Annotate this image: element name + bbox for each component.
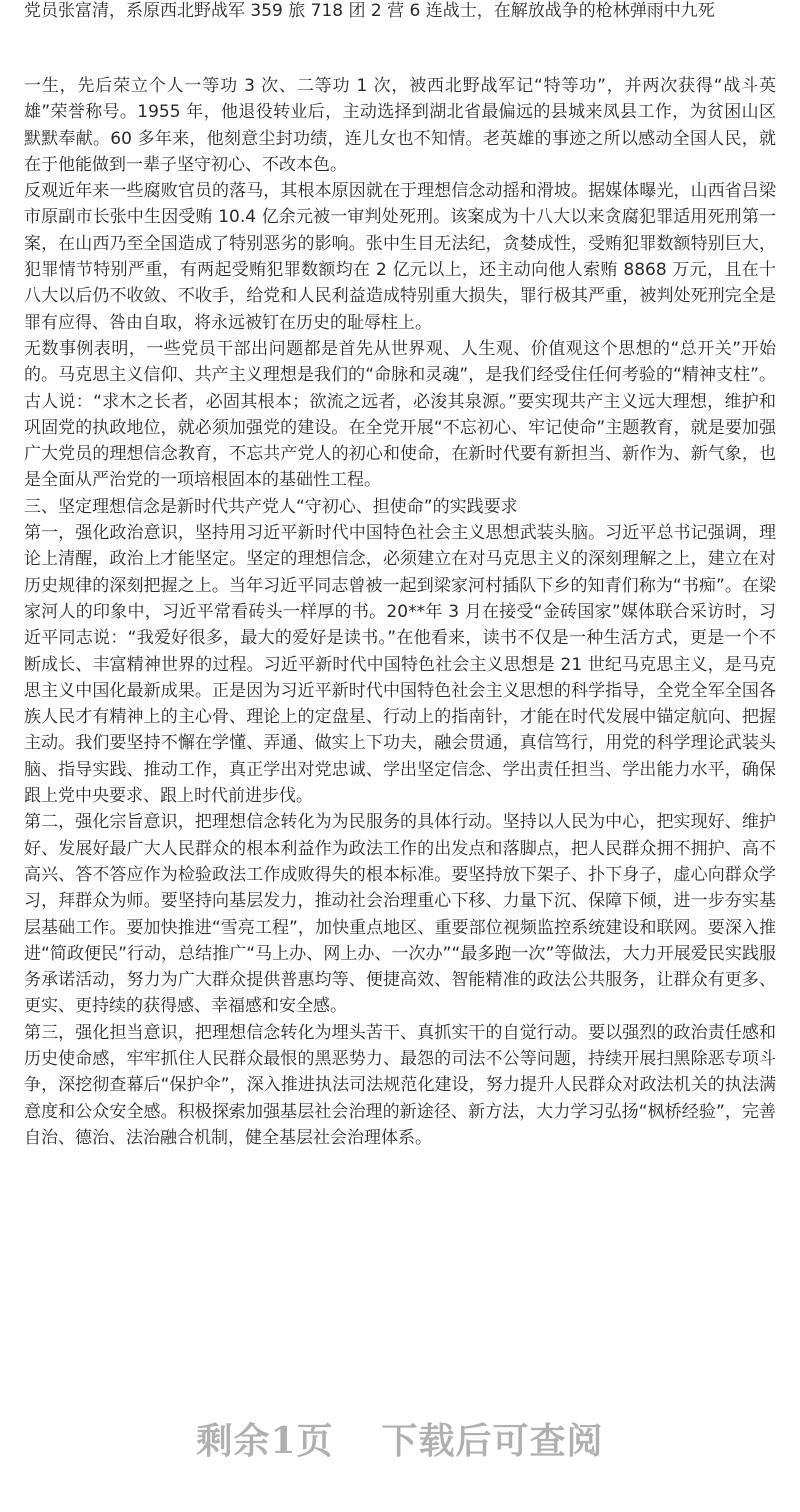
document-body	[24, 73, 776, 1151]
paragraph-worldview: 无数事例表明，一些党员干部出问题都是首先从世界观、人生观、价值观这个思想的“总开关”开始的。马克思主义信仰、共产主义理想是我们的“命脉和灵魂”，是我们经受住任何考验的“精神支柱”。古人说：“求木之长者，必固其根本；欲流之远者，必浚其泉源。”要实现共产主义远大理想，维护和巩固党的执政地位，就必须加强党的建设。在全党开展“不忘初心、牢记使命”主题教育，就是要加强广大党员的理想信念教育，不忘共产党人的初心和使命，在新时代要有新担当、新作为、新气象，也是全面从严治党的一项培根固本的基础性工程。	[24, 338, 776, 491]
download-banner[interactable]	[0, 1408, 800, 1468]
paragraph-corruption-case: 反观近年来一些腐败官员的落马，其根本原因就在于理想信念动摇和滑坡。据媒体曝光，山西省吕梁市原副市长张中生因受贿 10.4 亿余元被一审判处死刑。该案成为十八大以来贪腐犯罪适用死刑第一案，在山西乃至全国造成了特别恶劣的影响。张中生目无法纪，贪婪成性，受贿犯罪数额特别巨大，犯罪情节特别严重，有两起受贿犯罪数额均在 2 亿元以上，还主动向他人索贿 8868 万元，且在十八大以后仍不收敛、不收手，给党和人民利益造成特别重大损失，罪行极其严重，被判处死刑完全是罪有应得、咎由自取，将永远被钉在历史的耻辱柱上。	[24, 181, 776, 333]
paragraph-political-awareness: 第一，强化政治意识，坚持用习近平新时代中国特色社会主义思想武装头脑。习近平总书记强调，理论上清醒，政治上才能坚定。坚定的理想信念，必须建立在对马克思主义的深刻理解之上，建立在对历史规律的深刻把握之上。当年习近平同志曾被一起到梁家河村插队下乡的知青们称为“书痴”。在梁家河人的印象中，习近平常看砖头一样厚的书。20**年 3 月在接受“金砖国家”媒体联合采访时，习近平同志说：“我爱好很多，最大的爱好是读书。”在他看来，读书不仅是一种生活方式，更是一个不断成长、丰富精神世界的过程。习近平新时代中国特色社会主义思想是 21 世纪马克思主义，是马克思主义中国化最新成果。正是因为习近平新时代中国特色社会主义思想的科学指导，全党全军全国各族人民才有精神上的主心骨、理论上的定盘星、行动上的指南针，才能在时代发展中锚定航向、把握主动。我们要坚持不懈在学懂、弄通、做实上下功夫，融会贯通，真信笃行，用党的科学理论武装头脑、指导实践、推动工作，真正学出对党忠诚、学出坚定信念、学出责任担当、学出能力水平，确保跟上党中央要求、跟上时代前进步伐。	[24, 523, 776, 807]
paragraph-service-awareness: 第二，强化宗旨意识，把理想信念转化为为民服务的具体行动。坚持以人民为中心，把实现好、维护好、发展好最广大人民群众的根本利益作为政法工作的出发点和落脚点，把人民群众拥不拥护、高不高兴、答不答应作为检验政法工作成败得失的根本标准。要坚持放下架子、扑下身子，虚心向群众学习，拜群众为师。要坚持向基层发力，推动社会治理重心下移、力量下沉、保障下倾，进一步夯实基层基础工作。要加快推进“雪亮工程”，加快重点地区、重要部位视频监控系统建设和联网。要深入推进“简政便民”行动，总结推广“马上办、网上办、一次办”“最多跑一次”等做法，大力开展爱民实践服务承诺活动，努力为广大群众提供普惠均等、便捷高效、智能精准的政法公共服务，让群众有更多、更实、更持续的获得感、幸福感和安全感。	[24, 812, 776, 1017]
document-first-line: 党员张富清，系原西北野战军 359 旅 718 团 2 营 6 连战士，在解放战争的枪林弹雨中九死	[24, 1, 715, 21]
section-heading-three: 三、坚定理想信念是新时代共产党人“守初心、担使命”的实践要求	[24, 496, 518, 517]
download-to-view-label[interactable]: 下载后可查阅	[381, 1419, 604, 1462]
paragraph-zhang-fuqing: 一生，先后荣立个人一等功 3 次、二等功 1 次，被西北野战军记“特等功”，并两次获得“战斗英雄”荣誉称号。1955 年，他退役转业后，主动选择到湖北省最偏远的县城来凤县工作，为贫困山区默默奉献。60 多年来，他刻意尘封功绩，连儿女也不知情。老英雄的事迹之所以感动全国人民，就在于他能做到一辈子坚守初心、不改本色。	[24, 76, 776, 175]
remaining-pages-label[interactable]: 剩余1页	[196, 1419, 334, 1462]
paragraph-responsibility-awareness: 第三，强化担当意识，把理想信念转化为埋头苦干、真抓实干的自觉行动。要以强烈的政治责任感和历史使命感，牢牢抓住人民群众最恨的黑恶势力、最怨的司法不公等问题，持续开展扫黑除恶专项斗争，深挖彻查幕后“保护伞”，深入推进执法司法规范化建设，努力提升人民群众对政法机关的执法满意度和公众安全感。积极探索加强基层社会治理的新途径、新方法，大力学习弘扬“枫桥经验”，完善自治、德治、法治融合机制，健全基层社会治理体系。	[24, 1022, 776, 1148]
